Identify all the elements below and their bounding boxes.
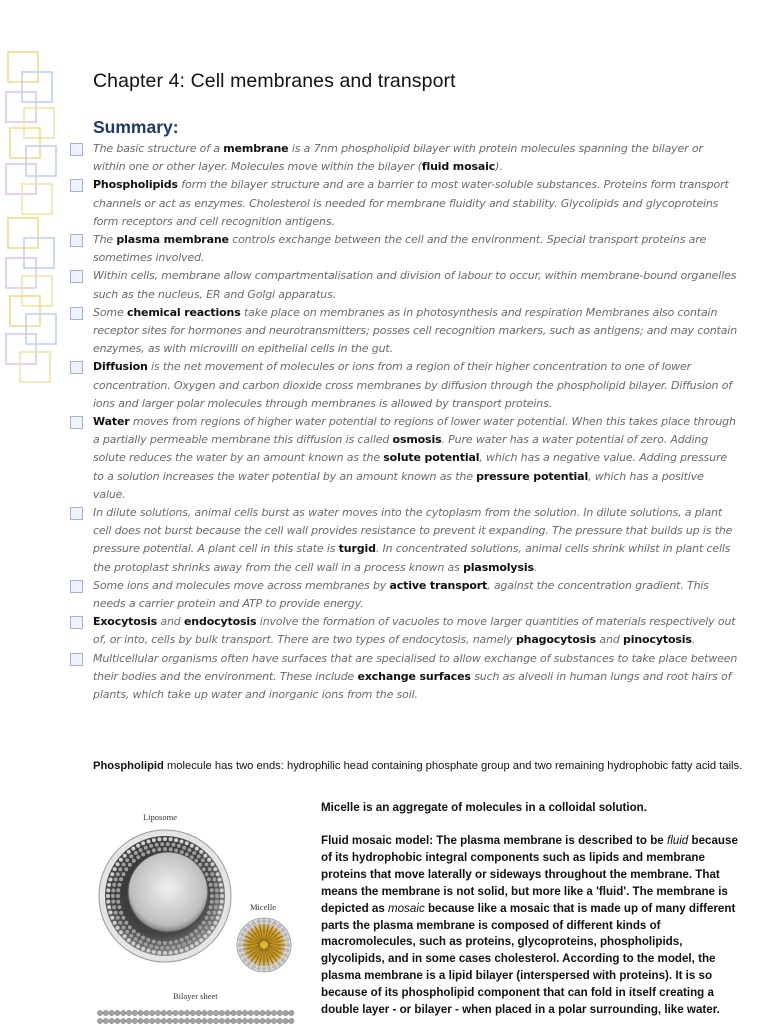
summary-text: is a 7nm phospholipid bilayer with protein molecules spanning the bilayer or within one or other layer. Molecules move within the bilayer (	[93, 142, 703, 174]
key-term: membrane	[223, 142, 289, 155]
summary-text: ).	[495, 160, 503, 174]
decorative-square	[22, 276, 52, 306]
checkbox-bullet-icon	[70, 179, 83, 192]
decorative-square	[20, 352, 50, 382]
summary-text: .	[691, 633, 696, 647]
liposome-label: Liposome	[143, 812, 177, 822]
summary-item	[70, 504, 738, 577]
summary-item	[70, 577, 738, 613]
key-term: Water	[93, 415, 130, 429]
key-term: endocytosis	[184, 615, 257, 629]
checkbox-bullet-icon	[70, 361, 83, 374]
summary-text: The	[93, 233, 117, 247]
checkbox-bullet-icon	[70, 416, 83, 429]
checkbox-bullet-icon	[70, 507, 83, 520]
summary-text: The basic structure of a	[93, 142, 224, 155]
emphasized-term: mosaic	[388, 901, 425, 915]
key-term: osmosis	[392, 433, 442, 447]
fluid-mosaic-description	[321, 833, 745, 1019]
summary-text: and	[157, 615, 184, 629]
phospholipid-description	[93, 758, 753, 775]
summary-item	[70, 304, 738, 359]
decorative-square	[24, 108, 54, 138]
decorative-square	[6, 258, 36, 288]
summary-text: take place on membranes as in photosynthesis and respiration Membranes also contain receptor sites for hormones and neurotransmitters; posses cell recognition markers, such as antigens; and may contain enzymes, as with microvilli on epithelial cells in the gut.	[93, 305, 738, 356]
key-term: fluid mosaic	[421, 160, 496, 174]
summary-item	[70, 140, 738, 176]
summary-text: moves from regions of higher water potential to regions of lower water potential. When this takes place through a partially permeable membrane this diffusion is called	[93, 415, 736, 447]
bilayer-sheet-illustration	[97, 1010, 294, 1023]
summary-item	[70, 231, 738, 267]
key-term: solute potential	[383, 451, 480, 465]
key-term: pressure potential	[476, 469, 589, 483]
summary-list	[70, 140, 738, 704]
summary-heading: Summary:	[93, 117, 179, 137]
key-term: chemical reactions	[126, 305, 241, 319]
key-term: exchange surfaces	[357, 669, 471, 683]
key-term: phagocytosis	[515, 633, 597, 647]
membrane-structures-figure	[88, 808, 303, 1024]
decorative-square	[10, 296, 40, 326]
decorative-square	[8, 52, 38, 82]
summary-text: , which has a negative value. Adding pressure to a solution increases the water potential by an amount known as the	[93, 451, 727, 483]
phospholipid-text: molecule has two ends: hydrophilic head containing phosphate group and two remaining hydrophobic fatty acid tails.	[163, 760, 743, 772]
summary-text: involve the formation of vacuoles to move larger quantities of materials respectively out of, or into, cells by bulk transport. There are two types of endocytosis, namely	[93, 615, 736, 647]
key-term: active transport	[389, 578, 488, 592]
decorative-square	[10, 128, 40, 158]
summary-text: . Pure water has a water potential of zero. Adding solute reduces the water by an amount known as the	[93, 433, 709, 465]
summary-item	[70, 358, 738, 413]
decorative-square	[6, 334, 36, 364]
summary-text: form the bilayer structure and are a barrier to most water-soluble substances. Proteins form transport channels or act as enzymes. Cholesterol is needed for membrane fluidity and stability. Glycolipids and glycoproteins form receptors and cell recognition antigens.	[93, 178, 729, 228]
checkbox-bullet-icon	[70, 270, 83, 283]
decorative-square	[26, 314, 56, 344]
decorative-square	[24, 238, 54, 268]
summary-text: and	[596, 633, 624, 647]
checkbox-bullet-icon	[70, 580, 83, 593]
checkbox-bullet-icon	[70, 143, 83, 156]
key-term: Phospholipids	[93, 178, 178, 192]
summary-item	[70, 613, 738, 649]
summary-text: .	[533, 560, 538, 574]
key-term: Exocytosis	[93, 615, 158, 629]
summary-text: controls exchange between the cell and the environment. Special transport proteins are sometimes involved.	[93, 233, 707, 265]
summary-text: Some ions and molecules move across membranes by	[93, 578, 390, 592]
summary-text: , against the concentration gradient. This needs a carrier protein and ATP to provide energy.	[93, 578, 709, 611]
micelle-definition: Micelle is an aggregate of molecules in a colloidal solution.	[321, 801, 647, 814]
fluid-mosaic-text: because of its hydrophobic integral components such as lipids and membrane proteins that move laterally or sideways throughout the membrane. That means the membrane is not solid, but more like a 'fluid'. The membrane is depicted as	[321, 834, 738, 915]
micelle-label: Micelle	[250, 902, 276, 912]
fluid-mosaic-text: because like a mosaic that is made up of many different parts the plasma membrane is composed of different kinds of macromolecules, such as proteins, glycoproteins, phospholipids, glycolipids, and in some cases cholesterol. According to the model, the plasma membrane is a lipid bilayer (interspersed with proteins). It is so because of its phospholipid component that can fold in itself creating a double layer - or bilayer - when placed in a polar surrounding, like water.	[321, 901, 736, 1017]
decorative-square	[22, 184, 52, 214]
summary-item	[70, 413, 738, 504]
key-term: pinocytosis	[623, 633, 692, 647]
checkbox-bullet-icon	[70, 307, 83, 320]
summary-item	[70, 650, 738, 705]
decorative-square	[6, 92, 36, 122]
key-term: plasmolysis	[463, 560, 534, 574]
summary-text: . In concentrated solutions, animal cells shrink whilst in plant cells the protoplast shrinks away from the cell wall in a process known as	[93, 542, 731, 574]
liposome-illustration	[99, 830, 231, 962]
summary-text: In dilute solutions, animal cells burst as water moves into the cytoplasm from the solution. In dilute solutions, a plant cell does not burst because the cell wall provides resistance to prevent it expanding. The pressure that builds up is the pressure potential. A plant cell in this state is	[93, 506, 733, 556]
fluid-mosaic-text: Fluid mosaic model: The plasma membrane is described to be	[321, 834, 667, 847]
decorative-square	[6, 164, 36, 194]
decorative-squares-pattern	[0, 0, 70, 420]
key-term: plasma membrane	[116, 233, 229, 247]
checkbox-bullet-icon	[70, 653, 83, 666]
summary-item	[70, 176, 738, 231]
summary-text: , which has a positive value.	[93, 469, 704, 501]
decorative-square	[26, 146, 56, 176]
chapter-title: Chapter 4: Cell membranes and transport	[93, 70, 456, 92]
checkbox-bullet-icon	[70, 616, 83, 629]
summary-text: such as alveoli in human lungs and root hairs of plants, which take up water and inorganic ions from the soil.	[93, 669, 732, 702]
key-term: turgid	[338, 542, 376, 556]
emphasized-term: fluid	[666, 834, 689, 847]
bilayer-sheet-label: Bilayer sheet	[173, 991, 218, 1001]
summary-item	[70, 267, 738, 303]
checkbox-bullet-icon	[70, 234, 83, 247]
summary-text: Multicellular organisms often have surfaces that are specialised to allow exchange of substances to take place between their bodies and the environment. These include	[93, 651, 738, 683]
summary-text: is the net movement of molecules or ions from a region of their higher concentration to one of lower concentration. Oxygen and carbon dioxide cross membranes by diffusion through the phospholipid bilayer. Diffusion of ions and larger polar molecules through membranes is allowed by transport proteins.	[93, 360, 733, 410]
micelle-illustration	[237, 918, 291, 972]
decorative-square	[22, 72, 52, 102]
key-term: Diffusion	[93, 360, 148, 374]
summary-text: Within cells, membrane allow compartmentalisation and division of labour to occur, within membrane-bound organelles such as the nucleus, ER and Golgi apparatus.	[93, 269, 737, 301]
summary-text: Some	[93, 305, 127, 319]
phospholipid-term: Phospholipid	[93, 760, 164, 772]
decorative-square	[8, 218, 38, 248]
